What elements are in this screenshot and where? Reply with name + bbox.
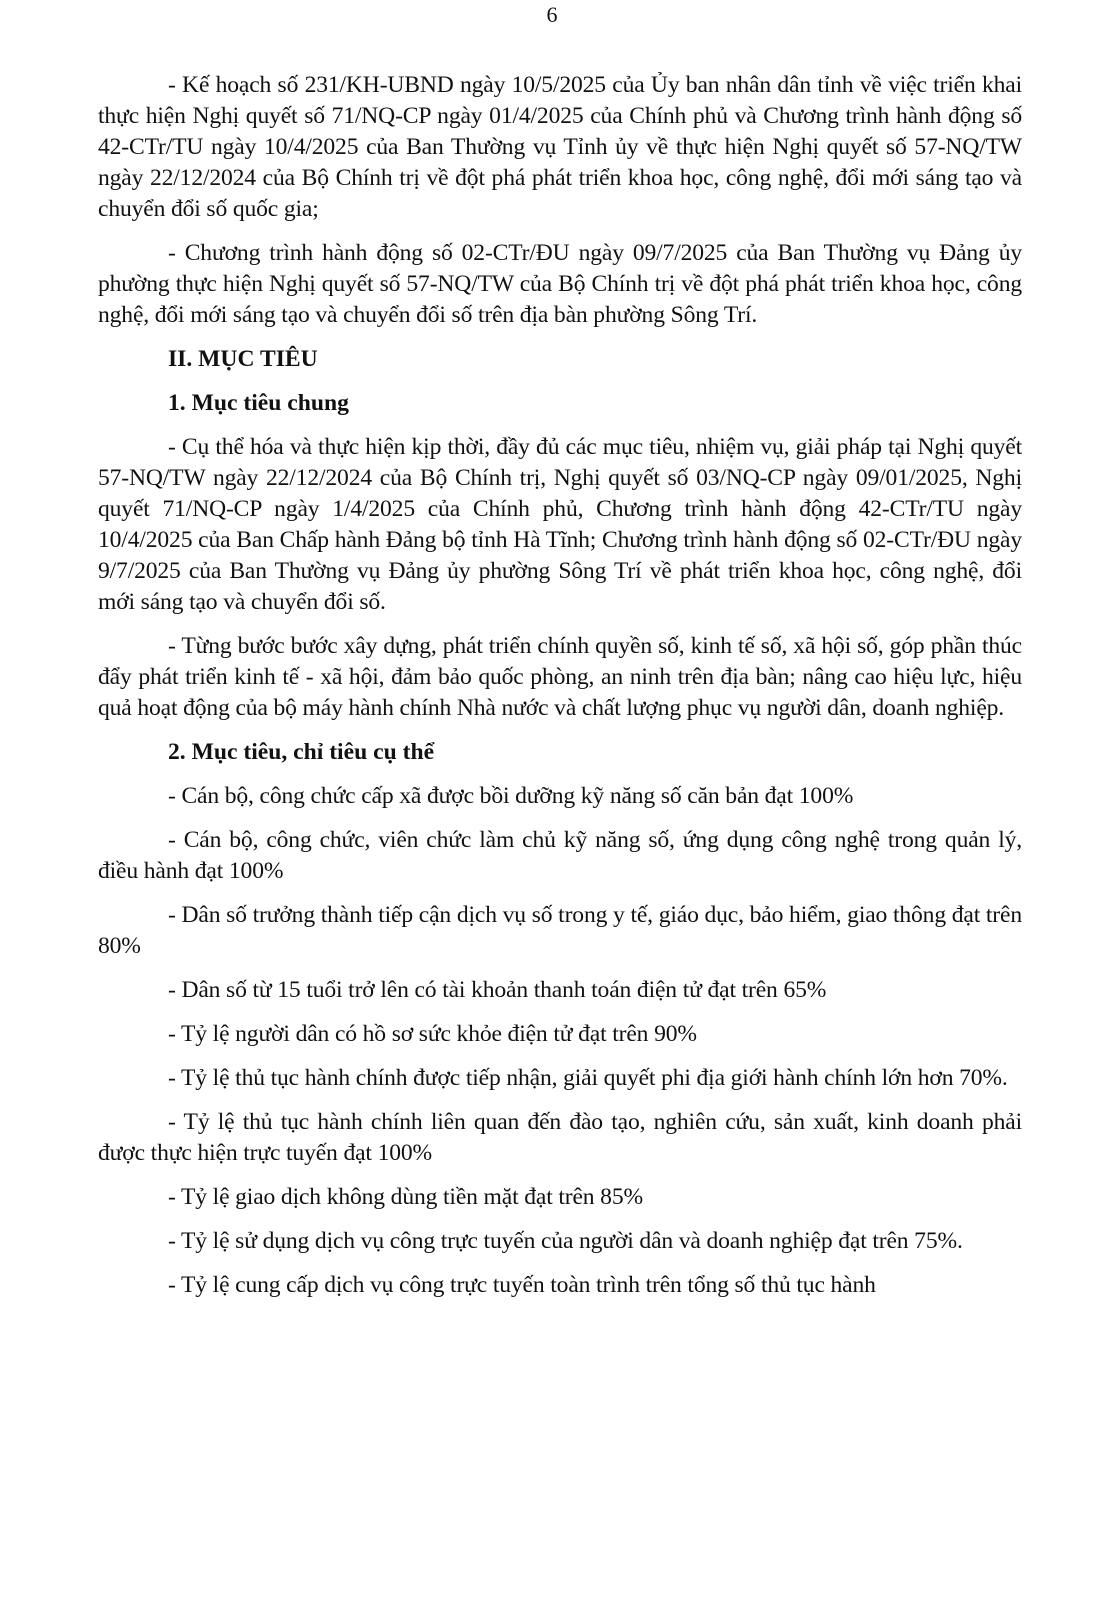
subsection-heading-general: 1. Mục tiêu chung <box>168 390 349 416</box>
target-item: - Dân số từ 15 tuổi trở lên có tài khoản thanh toán điện tử đạt trên 65% <box>168 977 827 1003</box>
section-heading: II. MỤC TIÊU <box>168 346 318 372</box>
target-item: - Cán bộ, công chức cấp xã được bồi dưỡng kỹ năng số căn bản đạt 100% <box>168 783 854 809</box>
intro-paragraph: - Chương trình hành động số 02-CTr/ĐU ngày 09/7/2025 của Ban Thường vụ Đảng ủy phường thực hiện Nghị quyết số 57-NQ/TW của Bộ Chính trị về đột phá phát triển khoa học, công nghệ, đổi mới sáng tạo và chuyển đổi số trên địa bàn phường Sông Trí. <box>98 240 1022 328</box>
intro-paragraph: - Kế hoạch số 231/KH-UBND ngày 10/5/2025 của Ủy ban nhân dân tỉnh về việc triển khai thực hiện Nghị quyết số 71/NQ-CP ngày 01/4/2025 của Chính phủ và Chương trình hành động số 42-CTr/TU ngày 10/4/2025 của Ban Thường vụ Tỉnh ủy về thực hiện Nghị quyết số 57-NQ/TW ngày 22/12/2024 của Bộ Chính trị về đột phá phát triển khoa học, công nghệ, đổi mới sáng tạo và chuyển đổi số quốc gia; <box>98 72 1022 222</box>
page-number: 6 <box>546 2 558 27</box>
target-item: - Tỷ lệ sử dụng dịch vụ công trực tuyến của người dân và doanh nghiệp đạt trên 75%. <box>168 1228 963 1254</box>
document-body <box>98 70 1022 1314</box>
general-goal-paragraph: - Cụ thể hóa và thực hiện kịp thời, đầy đủ các mục tiêu, nhiệm vụ, giải pháp tại Nghị quyết 57-NQ/TW ngày 22/12/2024 của Bộ Chính trị, Nghị quyết số 03/NQ-CP ngày 09/01/2025, Nghị quyết 71/NQ-CP ngày 1/4/2025 của Chính phủ, Chương trình hành động 42-CTr/TU ngày 10/4/2025 của Ban Chấp hành Đảng bộ tỉnh Hà Tĩnh; Chương trình hành động số 02-CTr/ĐU ngày 9/7/2025 của Ban Thường vụ Đảng ủy phường Sông Trí về phát triển khoa học, công nghệ, đổi mới sáng tạo và chuyển đổi số. <box>98 434 1022 615</box>
general-goal-paragraph: - Từng bước bước xây dựng, phát triển chính quyền số, kinh tế số, xã hội số, góp phần thúc đẩy phát triển kinh tế - xã hội, đảm bảo quốc phòng, an ninh trên địa bàn; nâng cao hiệu lực, hiệu quả hoạt động của bộ máy hành chính Nhà nước và chất lượng phục vụ người dân, doanh nghiệp. <box>98 633 1022 721</box>
target-item: - Tỷ lệ thủ tục hành chính liên quan đến đào tạo, nghiên cứu, sản xuất, kinh doanh phải được thực hiện trực tuyến đạt 100% <box>98 1109 1022 1166</box>
target-item: - Tỷ lệ cung cấp dịch vụ công trực tuyến toàn trình trên tổng số thủ tục hành <box>168 1272 876 1298</box>
target-item: - Cán bộ, công chức, viên chức làm chủ kỹ năng số, ứng dụng công nghệ trong quản lý, điều hành đạt 100% <box>98 827 1022 884</box>
target-item: - Dân số trưởng thành tiếp cận dịch vụ số trong y tế, giáo dục, bảo hiểm, giao thông đạt trên 80% <box>98 902 1022 959</box>
target-item: - Tỷ lệ giao dịch không dùng tiền mặt đạt trên 85% <box>168 1184 643 1210</box>
target-item: - Tỷ lệ người dân có hồ sơ sức khỏe điện tử đạt trên 90% <box>168 1021 697 1047</box>
target-item: - Tỷ lệ thủ tục hành chính được tiếp nhận, giải quyết phi địa giới hành chính lớn hơn 70%. <box>168 1065 1008 1091</box>
subsection-heading-specific: 2. Mục tiêu, chỉ tiêu cụ thể <box>168 739 435 765</box>
